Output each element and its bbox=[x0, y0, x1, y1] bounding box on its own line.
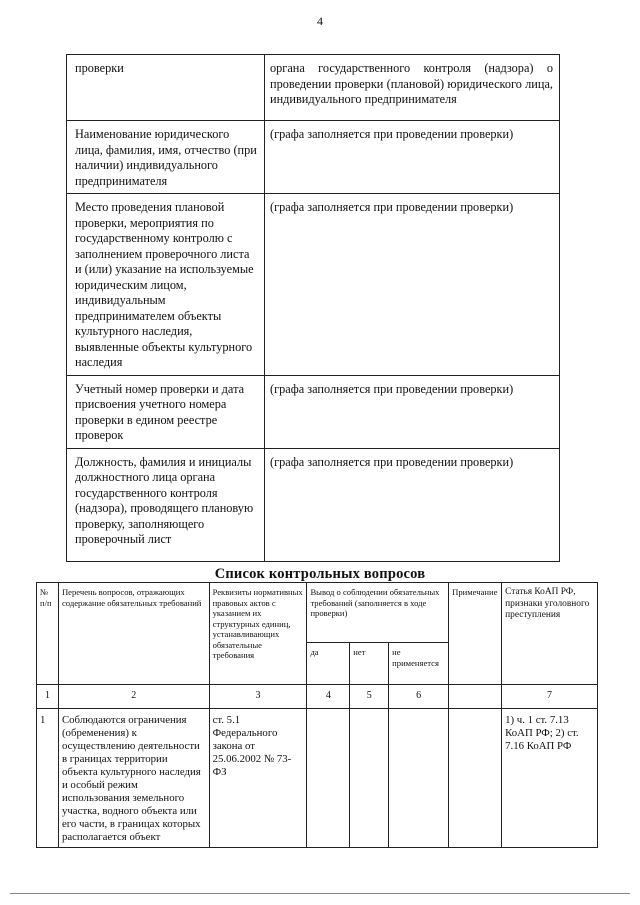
info-label: Должность, фамилия и инициалы должностного лица органа государственного контроля (надзора), проводящего плановую проверку, заполняющего проверочный лист bbox=[67, 448, 265, 561]
column-number-row bbox=[37, 685, 598, 709]
header-not-applicable: не применяется bbox=[389, 643, 449, 685]
header-note: Примечание bbox=[449, 583, 502, 685]
row-note[interactable] bbox=[449, 708, 502, 847]
header-num: № п/п bbox=[37, 583, 59, 685]
header-questions: Перечень вопросов, отражающих содержание обязательных требований bbox=[58, 583, 209, 685]
table-row bbox=[37, 708, 598, 847]
row-answer-yes[interactable] bbox=[307, 708, 350, 847]
header-articles: Статья КоАП РФ, признаки уголовного преступления bbox=[502, 583, 598, 685]
info-value: (графа заполняется при проведении проверки) bbox=[265, 194, 560, 376]
checklist-title: Список контрольных вопросов bbox=[214, 566, 426, 582]
column-number: 6 bbox=[389, 685, 449, 709]
column-number: 4 bbox=[307, 685, 350, 709]
checklist-header-row bbox=[37, 583, 598, 643]
page-bottom-divider bbox=[10, 893, 630, 894]
column-number: 5 bbox=[350, 685, 389, 709]
info-label: проверки bbox=[67, 55, 265, 121]
inspection-info-table bbox=[66, 54, 560, 562]
info-label: Наименование юридического лица, фамилия, имя, отчество (при наличии) индивидуального предпринимателя bbox=[67, 121, 265, 194]
page-number: 4 bbox=[317, 14, 323, 28]
info-row bbox=[67, 55, 560, 121]
column-number: 7 bbox=[502, 685, 598, 709]
header-no: нет bbox=[350, 643, 389, 685]
column-number: 1 bbox=[37, 685, 59, 709]
info-row bbox=[67, 194, 560, 376]
info-value: органа государственного контроля (надзора) о проведении проверки (плановой) юридического лица, индивидуального предпринимателя bbox=[265, 55, 560, 121]
row-number: 1 bbox=[37, 708, 59, 847]
header-yes: да bbox=[307, 643, 350, 685]
row-answer-not-applicable[interactable] bbox=[389, 708, 449, 847]
info-row bbox=[67, 448, 560, 561]
header-conclusion: Вывод о соблюдении обязательных требований (заполняется в ходе проверки) bbox=[307, 583, 449, 643]
column-number: 2 bbox=[58, 685, 209, 709]
row-answer-no[interactable] bbox=[350, 708, 389, 847]
info-value: (графа заполняется при проведении проверки) bbox=[265, 121, 560, 194]
info-label: Место проведения плановой проверки, мероприятия по государственному контролю с заполнением проверочного листа и (или) указание на используемые юридическим лицом, индивидуальным предпринимателем объекты культурного наследия, выявленные объекты культурного наследия bbox=[67, 194, 265, 376]
info-value: (графа заполняется при проведении проверки) bbox=[265, 375, 560, 448]
info-row bbox=[67, 121, 560, 194]
column-number: 3 bbox=[209, 685, 307, 709]
checklist-table bbox=[36, 582, 598, 848]
info-row bbox=[67, 375, 560, 448]
info-value: (графа заполняется при проведении проверки) bbox=[265, 448, 560, 561]
info-label: Учетный номер проверки и дата присвоения учетного номера проверки в едином реестре проверок bbox=[67, 375, 265, 448]
row-requisite: ст. 5.1 Федерального закона от 25.06.2002 № 73-ФЗ bbox=[209, 708, 307, 847]
row-question: Соблюдаются ограничения (обременения) к осуществлению деятельности в границах территории объекта культурного наследия и особый режим использования земельного участка, водного объекта или его части, в границах которых располагается объект bbox=[58, 708, 209, 847]
column-number bbox=[449, 685, 502, 709]
row-articles: 1) ч. 1 ст. 7.13 КоАП РФ; 2) ст. 7.16 КоАП РФ bbox=[502, 708, 598, 847]
header-requisites: Реквизиты нормативных правовых актов с указанием их структурных единиц, устанавливающих обязательные требования bbox=[209, 583, 307, 685]
